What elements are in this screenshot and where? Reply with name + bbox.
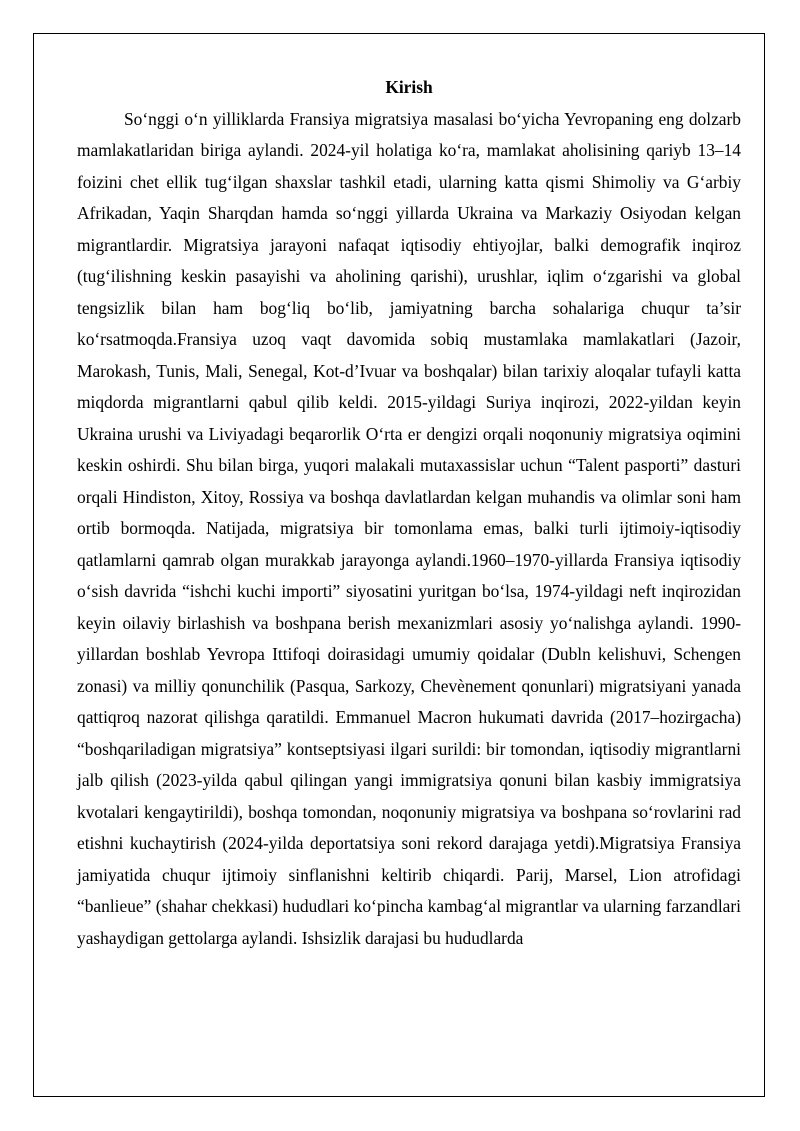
document-body (77, 72, 741, 954)
document-paragraph: So‘nggi o‘n yilliklarda Fransiya migratsiya masalasi bo‘yicha Yevropaning eng dolzarb mamlakatlaridan biriga aylandi. 2024-yil holatiga ko‘ra, mamlakat aholisining qariyb 13–14 foizini chet ellik tug‘ilgan shaxslar tashkil etadi, ularning katta qismi Shimoliy va G‘arbiy Afrikadan, Yaqin Sharqdan hamda so‘nggi yillarda Ukraina va Markaziy Osiyodan kelgan migrantlardir. Migratsiya jarayoni nafaqat iqtisodiy ehtiyojlar, balki demografik inqiroz (tug‘ilishning keskin pasayishi va aholining qarishi), urushlar, iqlim o‘zgarishi va global tengsizlik bilan ham bog‘liq bo‘lib, jamiyatning barcha sohalariga chuqur ta’sir ko‘rsatmoqda.Fransiya uzoq vaqt davomida sobiq mustamlaka mamlakatlari (Jazoir, Marokash, Tunis, Mali, Senegal, Kot-d’Ivuar va boshqalar) bilan tarixiy aloqalar tufayli katta miqdorda migrantlarni qabul qilib keldi. 2015-yildagi Suriya inqirozi, 2022-yildan keyin Ukraina urushi va Liviyadagi beqarorlik O‘rta er dengizi orqali noqonuniy migratsiya oqimini keskin oshirdi. Shu bilan birga, yuqori malakali mutaxassislar uchun “Talent pasporti” dasturi orqali Hindiston, Xitoy, Rossiya va boshqa davlatlardan kelgan muhandis va olimlar soni ham ortib bormoqda. Natijada, migratsiya bir tomonlama emas, balki turli ijtimoiy-iqtisodiy qatlamlarni qamrab olgan murakkab jarayonga aylandi.1960–1970-yillarda Fransiya iqtisodiy o‘sish davrida “ishchi kuchi importi” siyosatini yuritgan bo‘lsa, 1974-yildagi neft inqirozidan keyin oilaviy birlashish va boshpana berish mexanizmlari asosiy yo‘nalishga aylandi. 1990-yillardan boshlab Yevropa Ittifoqi doirasidagi umumiy qoidalar (Dubln kelishuvi, Schengen zonasi) va milliy qonunchilik (Pasqua, Sarkozy, Chevènement qonunlari) migratsiyani yanada qattiqroq nazorat qilishga qaratildi. Emmanuel Macron hukumati davrida (2017–hozirgacha) “boshqariladigan migratsiya” kontseptsiyasi ilgari surildi: bir tomondan, iqtisodiy migrantlarni jalb qilish (2023-yilda qabul qilingan yangi immigratsiya qonuni bilan kasbiy immigratsiya kvotalari kengaytirildi), boshqa tomondan, noqonuniy migratsiya va boshpana so‘rovlarini rad etishni kuchaytirish (2024-yilda deportatsiya soni rekord darajaga yetdi).Migratsiya Fransiya jamiyatida chuqur ijtimoiy sinflanishni keltirib chiqardi. Parij, Marsel, Lion atrofidagi “banlieue” (shahar chekkasi) hududlari ko‘pincha kambag‘al migrantlar va ularning farzandlari yashaydigan gettolarga aylandi. Ishsizlik darajasi bu hududlarda (77, 108, 741, 948)
document-title: Kirish (385, 77, 433, 97)
